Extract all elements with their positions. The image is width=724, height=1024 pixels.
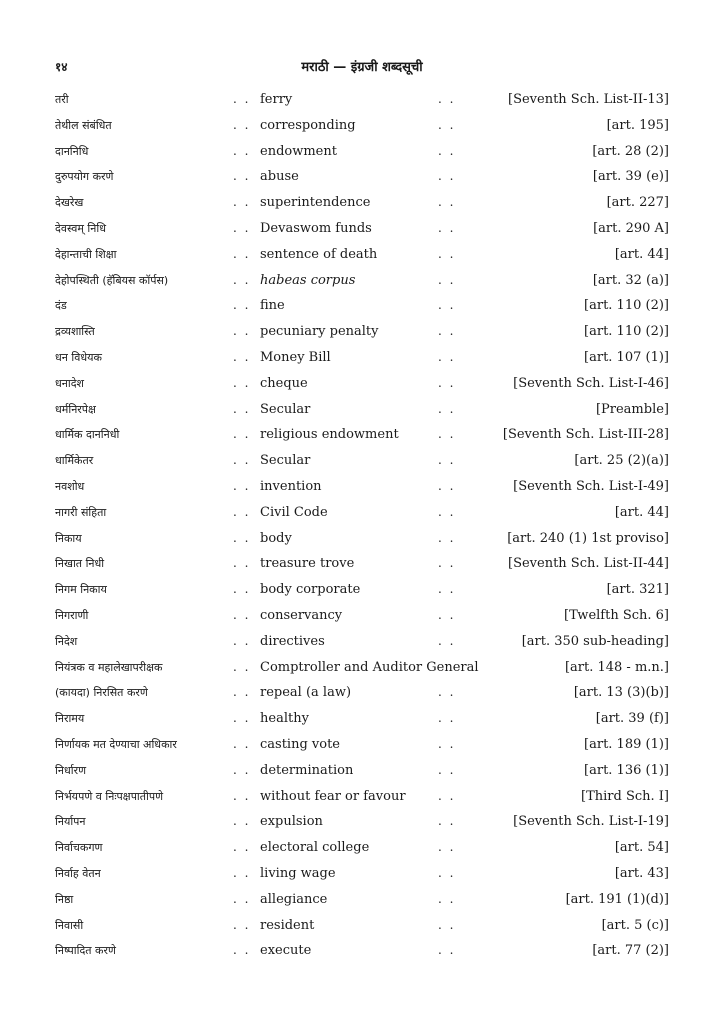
glossary-row: [0, 449, 724, 475]
glossary-row: [0, 914, 724, 940]
leader-dots: . .: [438, 865, 456, 880]
leader-dots: . .: [438, 891, 456, 906]
english-term: religious endowment: [260, 427, 399, 443]
english-term: determination: [260, 762, 354, 778]
leader-dots: . .: [438, 143, 456, 158]
marathi-term: निगम निकाय: [55, 583, 107, 597]
glossary-row: [0, 165, 724, 191]
glossary-row: [0, 552, 724, 578]
glossary-row: [0, 656, 724, 682]
leader-dots: . .: [438, 711, 456, 726]
leader-dots: . .: [438, 943, 456, 958]
english-term: Money Bill: [260, 349, 331, 365]
article-reference: [art. 189 (1)]: [584, 736, 669, 752]
article-reference: [art. 136 (1)]: [584, 762, 669, 778]
leader-dots: . .: [438, 736, 456, 751]
glossary-row: [0, 372, 724, 398]
english-term: directives: [260, 633, 325, 649]
leader-dots: . .: [438, 298, 456, 313]
leader-dots: . .: [438, 427, 456, 442]
leader-dots: . .: [233, 504, 251, 519]
glossary-row: [0, 578, 724, 604]
english-term: electoral college: [260, 840, 370, 856]
leader-dots: . .: [233, 195, 251, 210]
leader-dots: . .: [438, 504, 456, 519]
leader-dots: . .: [438, 556, 456, 571]
leader-dots: . .: [438, 272, 456, 287]
article-reference: [art. 240 (1) 1st proviso]: [507, 530, 669, 546]
english-term: casting vote: [260, 736, 340, 752]
marathi-term: नियंत्रक व महालेखापरीक्षक: [55, 660, 163, 674]
glossary-row: [0, 475, 724, 501]
marathi-term: द्रव्यशास्ति: [55, 325, 95, 339]
leader-dots: . .: [438, 117, 456, 132]
leader-dots: . .: [438, 478, 456, 493]
marathi-term: देहोपस्थिती (हॅबियस कॉर्पस): [55, 273, 169, 287]
english-term: Secular: [260, 401, 311, 417]
glossary-row: [0, 346, 724, 372]
leader-dots: . .: [233, 556, 251, 571]
marathi-term: नागरी संहिता: [55, 505, 107, 519]
glossary-list: [0, 88, 724, 965]
article-reference: [art. 13 (3)(b)]: [573, 685, 669, 701]
marathi-term: निखात निधी: [55, 557, 105, 571]
leader-dots: . .: [233, 917, 251, 932]
english-term: Devaswom funds: [260, 220, 372, 236]
english-term: Civil Code: [260, 504, 328, 520]
glossary-row: [0, 681, 724, 707]
marathi-term: दाननिधि: [55, 144, 89, 158]
leader-dots: . .: [233, 736, 251, 751]
leader-dots: . .: [233, 220, 251, 235]
english-term: abuse: [260, 169, 299, 185]
article-reference: [art. 54]: [614, 840, 669, 856]
marathi-term: नवशोध: [55, 479, 85, 493]
leader-dots: . .: [233, 401, 251, 416]
leader-dots: . .: [233, 891, 251, 906]
glossary-row: [0, 501, 724, 527]
leader-dots: . .: [438, 814, 456, 829]
marathi-term: तरी: [55, 93, 69, 106]
english-term: ferry: [260, 92, 293, 107]
leader-dots: . .: [438, 349, 456, 364]
english-term: invention: [260, 478, 322, 494]
glossary-row: [0, 114, 724, 140]
marathi-term: दुरुपयोग करणे: [55, 170, 114, 184]
marathi-term: निष्पादित करणे: [55, 944, 116, 958]
article-reference: [Seventh Sch. List-II-13]: [508, 92, 669, 107]
leader-dots: . .: [233, 582, 251, 597]
leader-dots: . .: [233, 633, 251, 648]
glossary-row: [0, 810, 724, 836]
glossary-row: [0, 320, 724, 346]
glossary-row: [0, 785, 724, 811]
leader-dots: . .: [438, 401, 456, 416]
leader-dots: . .: [438, 453, 456, 468]
article-reference: [art. 350 sub-heading]: [521, 633, 669, 649]
marathi-term: निदेश: [55, 634, 78, 648]
marathi-term: धन विधेयक: [55, 350, 102, 364]
article-reference: [art. 43]: [614, 865, 669, 881]
article-reference: [art. 39 (e)]: [592, 169, 669, 185]
leader-dots: . .: [233, 349, 251, 364]
glossary-row: [0, 398, 724, 424]
leader-dots: . .: [438, 530, 456, 545]
marathi-term: दंड: [55, 299, 67, 313]
article-reference: [art. 107 (1)]: [584, 349, 669, 365]
english-term: pecuniary penalty: [260, 324, 379, 340]
marathi-term: (कायदा) निरसित करणे: [55, 686, 148, 700]
leader-dots: . .: [233, 814, 251, 829]
glossary-row: [0, 294, 724, 320]
leader-dots: . .: [438, 246, 456, 261]
article-reference: [art. 39 (f)]: [595, 711, 669, 727]
article-reference: [Preamble]: [595, 401, 669, 417]
marathi-term: निर्णायक मत देण्याचा अधिकार: [55, 737, 177, 751]
marathi-term: निष्ठा: [55, 892, 74, 906]
glossary-row: [0, 836, 724, 862]
article-reference: [art. 195]: [606, 117, 669, 133]
glossary-row: [0, 759, 724, 785]
glossary-row: [0, 423, 724, 449]
marathi-term: निरामय: [55, 712, 85, 726]
leader-dots: . .: [438, 375, 456, 390]
article-reference: [Seventh Sch. List-I-49]: [513, 478, 669, 494]
english-term: treasure trove: [260, 556, 355, 572]
article-reference: [art. 28 (2)]: [592, 143, 669, 159]
marathi-term: निवासी: [55, 918, 84, 932]
article-reference: [art. 77 (2)]: [592, 943, 669, 959]
leader-dots: . .: [233, 272, 251, 287]
page-title: मराठी — इंग्रजी शब्दसूची: [301, 60, 423, 75]
marathi-term: धार्मिकेतर: [55, 454, 94, 468]
leader-dots: . .: [233, 324, 251, 339]
leader-dots: . .: [438, 607, 456, 622]
article-reference: [art. 191 (1)(d)]: [565, 891, 669, 907]
leader-dots: . .: [233, 92, 251, 106]
leader-dots: . .: [233, 943, 251, 958]
glossary-row: [0, 888, 724, 914]
marathi-term: निकाय: [55, 531, 82, 545]
leader-dots: . .: [233, 169, 251, 184]
english-term: sentence of death: [260, 246, 378, 262]
english-term: healthy: [260, 711, 309, 727]
glossary-row: [0, 733, 724, 759]
english-term: fine: [260, 298, 285, 314]
leader-dots: . .: [438, 685, 456, 700]
article-reference: [art. 32 (a)]: [592, 272, 669, 288]
english-term: expulsion: [260, 814, 323, 830]
english-term: allegiance: [260, 891, 328, 907]
leader-dots: . .: [438, 220, 456, 235]
article-reference: [art. 44]: [614, 504, 669, 520]
article-reference: [art. 321]: [606, 582, 669, 598]
leader-dots: . .: [233, 453, 251, 468]
article-reference: [art. 290 A]: [593, 220, 669, 236]
glossary-row: [0, 191, 724, 217]
leader-dots: . .: [438, 917, 456, 932]
leader-dots: . .: [233, 478, 251, 493]
leader-dots: . .: [233, 788, 251, 803]
article-reference: [art. 148 - m.n.]: [564, 659, 669, 675]
leader-dots: . .: [233, 840, 251, 855]
glossary-row: [0, 269, 724, 295]
leader-dots: . .: [438, 788, 456, 803]
article-reference: [art. 110 (2)]: [584, 298, 669, 314]
marathi-term: धार्मिक दाननिधी: [55, 428, 120, 442]
marathi-term: निर्यापन: [55, 815, 86, 829]
marathi-term: धर्मनिरपेक्ष: [55, 402, 96, 416]
english-term: habeas corpus: [260, 272, 356, 288]
glossary-row: [0, 630, 724, 656]
leader-dots: . .: [233, 530, 251, 545]
english-term: without fear or favour: [260, 788, 406, 804]
leader-dots: . .: [438, 195, 456, 210]
marathi-term: देखरेख: [55, 196, 84, 210]
leader-dots: . .: [233, 298, 251, 313]
leader-dots: . .: [233, 711, 251, 726]
article-reference: [Third Sch. I]: [581, 788, 669, 804]
article-reference: [Seventh Sch. List-II-44]: [508, 556, 669, 572]
glossary-row: [0, 527, 724, 553]
leader-dots: . .: [438, 324, 456, 339]
glossary-row: [0, 862, 724, 888]
english-term: endowment: [260, 143, 337, 159]
leader-dots: . .: [233, 117, 251, 132]
english-term: Secular: [260, 453, 311, 469]
english-term: conservancy: [260, 607, 343, 623]
glossary-row: [0, 140, 724, 166]
leader-dots: . .: [233, 659, 251, 674]
page-number: १४: [55, 60, 68, 74]
leader-dots: . .: [438, 840, 456, 855]
leader-dots: . .: [233, 143, 251, 158]
leader-dots: . .: [233, 427, 251, 442]
marathi-term: देवस्वम् निधि: [55, 221, 106, 235]
leader-dots: . .: [438, 762, 456, 777]
glossary-row: [0, 604, 724, 630]
english-term: Comptroller and Auditor General: [260, 659, 479, 675]
article-reference: [art. 227]: [606, 195, 669, 211]
article-reference: [Seventh Sch. List-I-46]: [513, 375, 669, 391]
marathi-term: निर्भयपणे व निःपक्षपातीपणे: [55, 789, 164, 803]
marathi-term: देहान्ताची शिक्षा: [55, 247, 117, 261]
leader-dots: . .: [233, 607, 251, 622]
english-term: cheque: [260, 375, 308, 391]
english-term: body corporate: [260, 582, 361, 598]
english-term: corresponding: [260, 117, 356, 133]
article-reference: [Twelfth Sch. 6]: [564, 607, 669, 623]
marathi-term: निर्वाचकगण: [55, 841, 103, 855]
article-reference: [Seventh Sch. List-I-19]: [513, 814, 669, 830]
glossary-row: [0, 217, 724, 243]
english-term: execute: [260, 943, 312, 959]
leader-dots: . .: [438, 633, 456, 648]
glossary-row: [0, 939, 724, 965]
english-term: body: [260, 530, 292, 546]
article-reference: [art. 110 (2)]: [584, 324, 669, 340]
marathi-term: धनादेश: [55, 376, 85, 390]
article-reference: [art. 44]: [614, 246, 669, 262]
marathi-term: निर्वाह वेतन: [55, 866, 101, 880]
glossary-row: [0, 243, 724, 269]
article-reference: [art. 5 (c)]: [601, 917, 669, 933]
glossary-row: [0, 88, 724, 114]
leader-dots: . .: [233, 762, 251, 777]
english-term: resident: [260, 917, 315, 933]
marathi-term: तेथील संबंधित: [55, 118, 112, 132]
leader-dots: . .: [233, 685, 251, 700]
leader-dots: . .: [438, 582, 456, 597]
glossary-row: [0, 707, 724, 733]
leader-dots: . .: [233, 375, 251, 390]
leader-dots: . .: [438, 92, 456, 106]
marathi-term: निर्धारण: [55, 763, 87, 777]
english-term: repeal (a law): [260, 685, 352, 701]
marathi-term: निगराणी: [55, 608, 89, 622]
leader-dots: . .: [233, 246, 251, 261]
article-reference: [Seventh Sch. List-III-28]: [502, 427, 669, 443]
leader-dots: . .: [438, 169, 456, 184]
english-term: living wage: [260, 865, 336, 881]
article-reference: [art. 25 (2)(a)]: [574, 453, 669, 469]
english-term: superintendence: [260, 195, 371, 211]
leader-dots: . .: [233, 865, 251, 880]
